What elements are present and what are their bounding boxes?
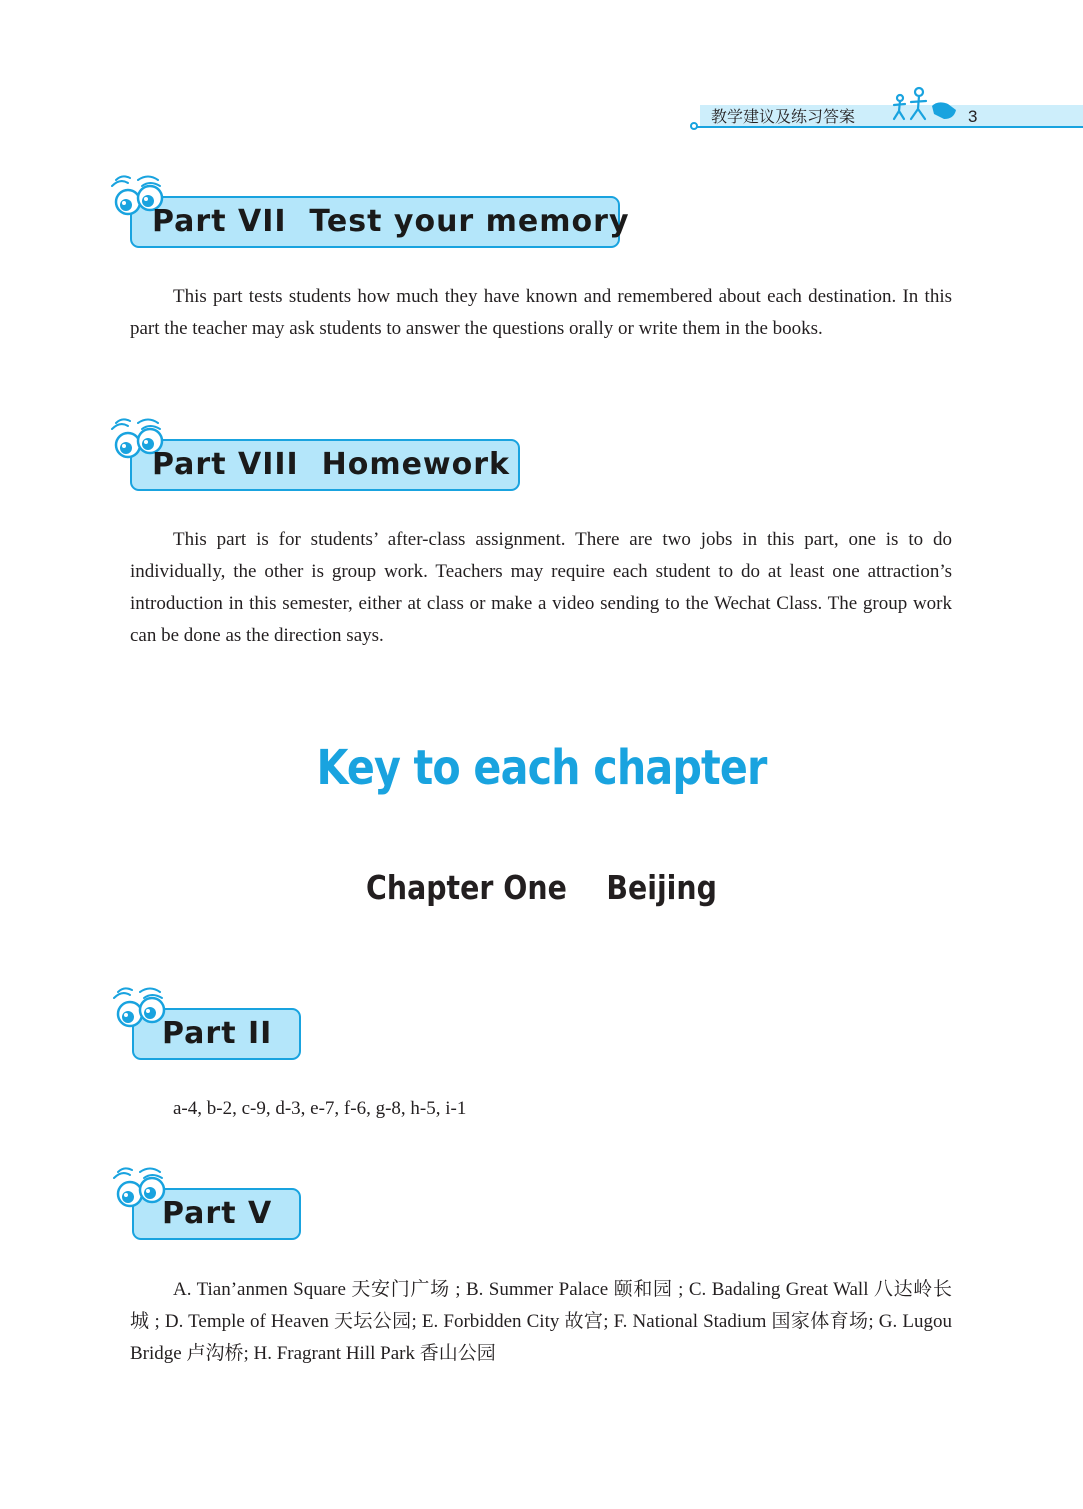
- section-label-text: Part V: [162, 1196, 273, 1231]
- cartoon-eyes-icon: [110, 1166, 170, 1214]
- section-label-text: Part VII Test your memory: [152, 204, 630, 239]
- cartoon-eyes-icon: [110, 986, 170, 1034]
- running-header-title: 教学建议及练习答案: [711, 107, 856, 126]
- header-rule-dot: [690, 122, 698, 130]
- chapter-heading: Chapter One Beijing: [366, 868, 717, 907]
- section-label-text: Part VIII Homework: [152, 447, 510, 482]
- section-paragraph: This part is for students’ after-class assignment. There are two jobs in this part, one is to do individually, the other is group work. Teachers may require each student to do at least one attraction’s introduction in this semester, either at class or make a video sending to the Wechat Class. The group work can be done as the direction says.: [130, 529, 952, 646]
- stick-figures-icon: [888, 86, 958, 130]
- page-number: 3: [968, 107, 978, 126]
- answer-text: a-4, b-2, c-9, d-3, e-7, f-6, g-8, h-5, i-1: [173, 1098, 467, 1119]
- key-heading: Key to each chapter: [316, 740, 767, 796]
- section-paragraph: This part tests students how much they have known and remembered about each destination. In this part the teacher may ask students to answer the questions orally or write them in the books.: [130, 286, 952, 339]
- section-label-text: Part II: [162, 1016, 273, 1051]
- answer-paragraph: A. Tian’anmen Square 天安门广场 ; B. Summer Palace 颐和园 ; C. Badaling Great Wall 八达岭长城 ; D. Temple of Heaven 天坛公园; E. Forbidden City 故宫; F. National Stadium 国家体育场; G. Lugou Bridge 卢沟桥; H. Fragrant Hill Park 香山公园: [130, 1279, 952, 1364]
